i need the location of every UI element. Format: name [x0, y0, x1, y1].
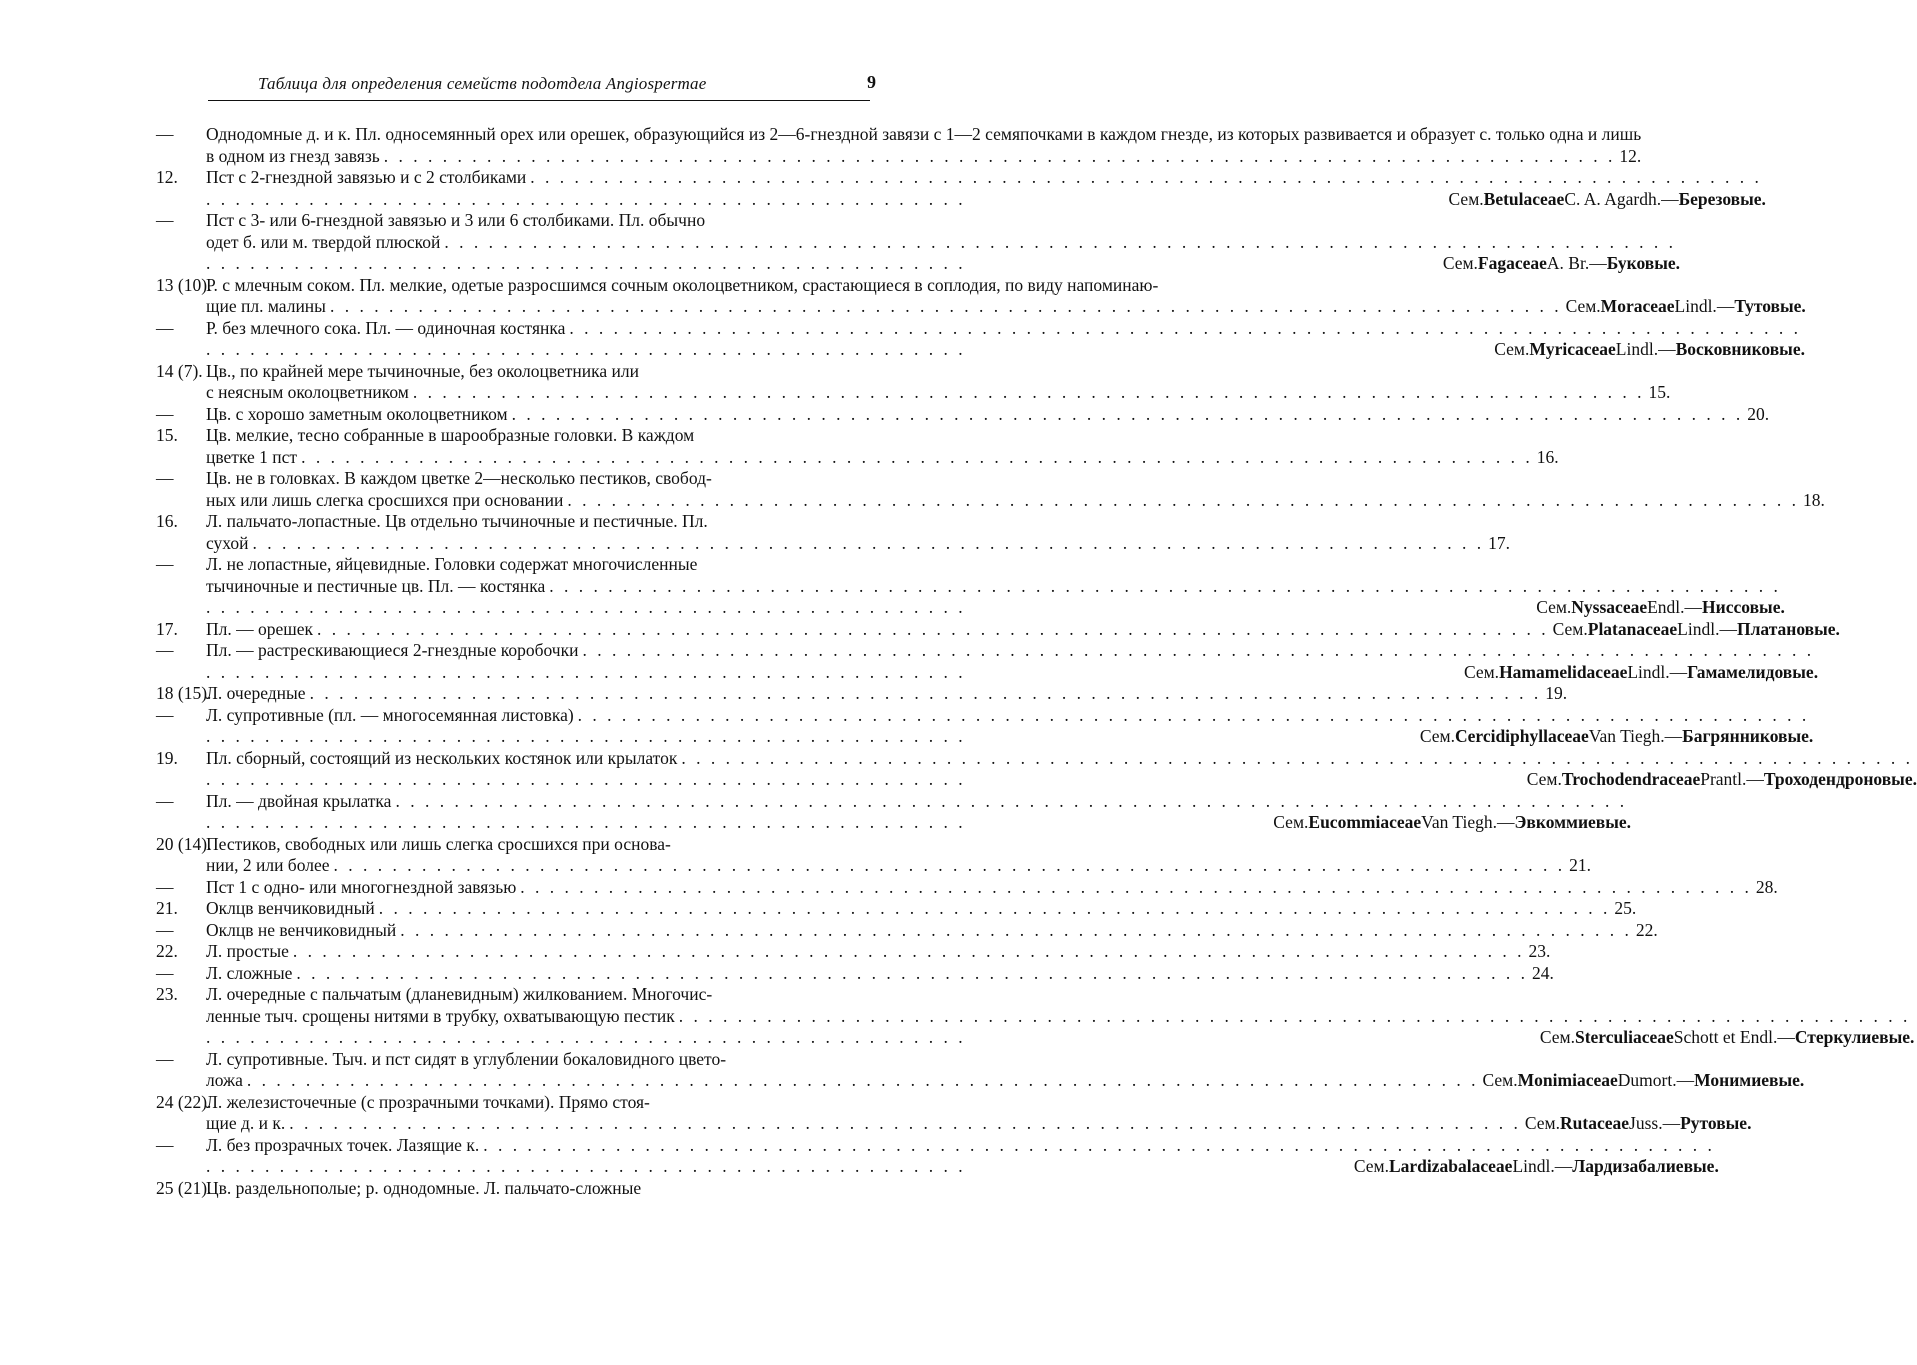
key-entry — [150, 984, 1915, 1049]
family-sem: Сем. — [1419, 726, 1455, 746]
family-latin-name: Myricaceae — [1529, 339, 1616, 359]
family-sem: Сем. — [1536, 597, 1572, 617]
entry-lead-line — [206, 404, 1769, 426]
family-latin-name: Moraceae — [1600, 296, 1675, 316]
family-latin-name: Rutaceae — [1560, 1113, 1630, 1133]
family-russian-name: Буковые. — [1606, 253, 1681, 273]
entry-reference: 20. — [1747, 403, 1770, 424]
entry-number: — — [156, 704, 174, 725]
entry-lead-text: цветке 1 пст — [206, 446, 298, 467]
entry-text — [206, 1178, 872, 1200]
family-author: Endl. — [1647, 597, 1685, 617]
entry-lead-text: в одном из гнезд завязь — [206, 145, 380, 166]
family-russian-name: Багрянниковые. — [1682, 726, 1814, 746]
entry-number: — — [156, 790, 174, 811]
entry-lead-line — [206, 898, 1636, 920]
entry-lead-text: щие пл. малины — [206, 296, 326, 316]
entry-lead-text: Л. без прозрачных точек. Лазящие к. — [206, 1134, 480, 1155]
dot-leader — [206, 812, 1273, 834]
entry-lead-text: ленные тыч. срощены нитями в трубку, охватывающую пестик — [206, 1005, 675, 1026]
family-latin-name: Sterculiaceae — [1574, 1027, 1674, 1047]
entry-lead-text: Л. сложные — [206, 962, 293, 983]
family-author: A. Br. — [1546, 253, 1590, 273]
family-author: Lindl. — [1674, 296, 1717, 316]
entry-text — [206, 898, 1636, 920]
key-entry — [150, 511, 1510, 554]
key-entry — [150, 468, 1825, 511]
header-title: Таблица для определения семейств подотдела Angiospermae — [258, 74, 707, 93]
family-russian-name: Монимиевые. — [1694, 1070, 1805, 1090]
key-entry — [150, 876, 1778, 899]
dot-leader — [444, 232, 1676, 254]
entry-lead-line — [206, 1070, 1804, 1092]
entry-text — [206, 984, 1914, 1049]
entry-number: 13 (10). — [156, 274, 212, 295]
family-dash: — — [1662, 1113, 1681, 1133]
family-russian-name: Восковниковые. — [1675, 339, 1805, 359]
identification-key — [150, 124, 1917, 1199]
family-author: Lindl. — [1615, 339, 1659, 359]
entry-lead-line — [206, 296, 1806, 318]
entry-lead-line — [206, 705, 1813, 727]
dot-leader — [567, 490, 1799, 512]
dot-leader — [379, 898, 1611, 920]
key-entry — [150, 898, 1637, 920]
entry-number: — — [156, 317, 174, 338]
family-sem: Сем. — [1539, 1027, 1575, 1047]
family-dash: — — [1589, 253, 1607, 273]
entry-reference: 17. — [1488, 532, 1510, 553]
entry-line: Р. с млечным соком. Пл. мелкие, одетые разросшимся сочным околоцветником, срастающиеся в соплодия, по виду напоминаю- — [206, 274, 1159, 295]
family-line — [206, 189, 1766, 211]
entry-reference: 18. — [1803, 489, 1825, 510]
key-entry — [150, 618, 1840, 641]
entry-line: Цв. мелкие, тесно собранные в шарообразные головки. В каждом — [206, 425, 695, 445]
key-entry — [150, 317, 1805, 361]
family-dash: — — [1554, 1156, 1573, 1176]
family-author: Van Tiegh. — [1588, 726, 1665, 746]
dot-leader — [681, 748, 1913, 770]
entry-text — [206, 318, 1805, 361]
entry-text — [206, 1049, 1804, 1092]
entry-number: 24 (22). — [156, 1091, 212, 1112]
entry-lead-text: Л. простые — [206, 941, 289, 961]
entry-line: Л. железисточечные (с прозрачными точками). Прямо стоя- — [206, 1091, 650, 1112]
entry-lead-line — [206, 1113, 1751, 1135]
key-entry — [150, 124, 1642, 167]
family-russian-name: Ниссовые. — [1702, 597, 1785, 617]
key-entry — [150, 274, 1806, 318]
entry-number: 12. — [156, 167, 178, 187]
family-russian-name: Эвкоммиевые. — [1514, 812, 1632, 832]
running-header — [208, 72, 876, 101]
entry-number: — — [156, 962, 174, 983]
entry-number: — — [156, 210, 174, 230]
entry-text — [206, 404, 1769, 426]
key-entry — [150, 360, 1671, 404]
entry-text — [206, 834, 1591, 877]
family-russian-name: Березовые. — [1678, 188, 1766, 209]
key-entry — [150, 1091, 1752, 1135]
entry-reference: 16. — [1536, 446, 1559, 467]
entry-lead-line — [206, 318, 1805, 340]
family-russian-name: Гамамелидовые. — [1687, 661, 1819, 682]
family-author: Prantl. — [1700, 769, 1747, 789]
entry-lead-text: Пл. — орешек — [206, 618, 314, 639]
family-sem: Сем. — [1463, 661, 1500, 682]
entry-lead-line — [206, 855, 1591, 877]
entry-text — [206, 1092, 1751, 1135]
dot-leader — [578, 705, 1810, 727]
entry-text — [206, 791, 1631, 834]
dot-leader — [384, 146, 1616, 168]
key-entry — [150, 1178, 872, 1200]
family-dash: — — [1716, 296, 1735, 316]
dot-leader — [247, 1070, 1479, 1092]
dot-leader — [206, 189, 1449, 211]
family-latin-name: Fagaceae — [1477, 253, 1547, 273]
key-entry — [150, 919, 1658, 942]
entry-lead-text: Цв. с хорошо заметным околоцветником — [206, 403, 508, 424]
entry-number: — — [156, 554, 174, 574]
dot-leader — [296, 963, 1528, 985]
dot-leader — [400, 920, 1632, 942]
family-sem: Сем. — [1273, 812, 1309, 832]
family-sem: Сем. — [1442, 253, 1478, 273]
key-entry — [150, 833, 1591, 877]
key-entry — [150, 167, 1766, 210]
family-dash: — — [1719, 618, 1737, 639]
dot-leader — [206, 339, 1494, 361]
entry-lead-line — [206, 1006, 1914, 1028]
family-russian-name: Платановые. — [1736, 618, 1840, 639]
entry-lead-line — [206, 490, 1825, 512]
entry-line: Пст с 3- или 6-гнездной завязью и 3 или 6 столбиками. Пл. обычно — [206, 210, 706, 230]
family-dash: — — [1676, 1070, 1695, 1090]
key-entry — [150, 1048, 1805, 1092]
entry-lead-line — [206, 533, 1510, 555]
entry-lead-line — [206, 576, 1785, 598]
family-line — [206, 339, 1805, 361]
entry-line: Цв. раздельнополые; р. однодомные. Л. пальчато-сложные — [206, 1177, 642, 1198]
entry-reference: 21. — [1569, 855, 1591, 875]
family-dash: — — [1664, 726, 1683, 746]
dot-leader — [317, 619, 1549, 641]
entry-text — [206, 619, 1840, 641]
entry-reference: 28. — [1755, 876, 1778, 897]
dot-leader — [206, 662, 1464, 684]
entry-lead-text: Л. очередные — [206, 683, 306, 703]
entry-number: — — [156, 403, 174, 424]
entry-lead-text: тычиночные и пестичные цв. Пл. — костянка — [206, 575, 546, 596]
family-latin-name: Eucommiaceae — [1308, 812, 1422, 832]
family-author: Juss. — [1629, 1113, 1663, 1133]
family-latin-name: Monimiaceae — [1517, 1070, 1618, 1090]
entry-number: — — [156, 919, 174, 940]
entry-lead-line — [206, 447, 1559, 469]
family-sem: Сем. — [1353, 1156, 1389, 1176]
dot-leader — [483, 1135, 1715, 1157]
entry-line: Л. супротивные. Тыч. и пст сидят в углублении бокаловидного цвето- — [206, 1048, 727, 1069]
entry-text — [206, 167, 1766, 210]
entry-number: — — [156, 124, 174, 144]
entry-lead-line — [206, 683, 1567, 705]
family-line — [206, 1027, 1914, 1049]
entry-line: Однодомные д. и к. Пл. односемянный орех или орешек, образующийся из 2—6-гнездной завязи с 1—2 семяпочками в каждом гнезде, из которых развивается и образует с. только одна и лишь — [206, 124, 1642, 144]
family-author: C. A. Agardh. — [1564, 188, 1662, 209]
entry-line: Цв. не в головках. В каждом цветке 2—несколько пестиков, свобод- — [206, 468, 712, 488]
entry-number: 14 (7). — [156, 360, 203, 381]
entry-reference: 22. — [1635, 919, 1658, 940]
entry-number: — — [156, 468, 174, 488]
entry-text — [206, 640, 1818, 683]
family-sem: Сем. — [1524, 1113, 1560, 1133]
dot-leader — [334, 855, 1566, 877]
entry-number: — — [156, 876, 174, 897]
key-entry — [150, 962, 1554, 985]
family-author: Dumort. — [1617, 1070, 1677, 1090]
key-entry — [150, 683, 1568, 705]
entry-number: 16. — [156, 511, 178, 531]
entry-text — [206, 210, 1680, 275]
entry-number: 17. — [156, 618, 178, 639]
family-russian-name: Рутовые. — [1680, 1113, 1752, 1133]
family-author: Lindl. — [1627, 661, 1670, 682]
dot-leader — [206, 726, 1420, 748]
entry-number: — — [156, 1134, 174, 1155]
key-entry — [150, 403, 1770, 426]
entry-reference: 24. — [1532, 962, 1554, 983]
entry-lead-line — [206, 791, 1631, 813]
dot-leader — [206, 769, 1527, 791]
entry-text — [206, 275, 1806, 318]
key-entry — [150, 704, 1814, 748]
entry-reference: 23. — [1528, 941, 1551, 961]
entry-number: — — [156, 640, 174, 660]
dot-leader — [206, 1027, 1540, 1049]
family-latin-name: Trochodendraceae — [1561, 769, 1701, 789]
family-russian-name: Тутовые. — [1734, 296, 1806, 316]
dot-leader — [530, 167, 1762, 189]
dot-leader — [549, 576, 1781, 598]
key-entry — [150, 1134, 1719, 1178]
entry-lead-line — [206, 167, 1766, 189]
key-entry — [150, 790, 1632, 834]
entry-lead-text: Пл. — двойная крылатка — [206, 790, 392, 811]
entry-text — [206, 877, 1778, 899]
entry-lead-text: нии, 2 или более — [206, 855, 330, 875]
entry-number: 20 (14). — [156, 833, 212, 854]
entry-lead-text: щие д. и к. — [206, 1113, 286, 1133]
entry-lead-line — [206, 382, 1670, 404]
family-author: Van Tiegh. — [1421, 812, 1498, 832]
entry-line: Л. пальчато-лопастные. Цв отдельно тычиночные и пестичные. Пл. — [206, 511, 708, 531]
family-dash: — — [1777, 1027, 1795, 1047]
entry-number: 15. — [156, 425, 178, 445]
family-line — [206, 1156, 1719, 1178]
dot-leader — [301, 447, 1533, 469]
dot-leader — [395, 791, 1627, 813]
entry-text — [206, 748, 1917, 791]
entry-number: 18 (15). — [156, 683, 212, 703]
dot-leader — [206, 597, 1536, 619]
dot-leader — [520, 877, 1752, 899]
entry-text — [206, 425, 1559, 468]
entry-text — [206, 683, 1567, 705]
dot-leader — [413, 382, 1645, 404]
family-sem: Сем. — [1552, 618, 1588, 639]
entry-lead-line — [206, 963, 1554, 985]
family-sem: Сем. — [1448, 188, 1484, 209]
dot-leader — [679, 1006, 1911, 1028]
family-dash: — — [1658, 339, 1676, 359]
family-line — [206, 662, 1818, 684]
entry-lead-text: Р. без млечного сока. Пл. — одиночная костянка — [206, 317, 566, 338]
family-dash: — — [1497, 812, 1515, 832]
entry-number: 25 (21). — [156, 1177, 212, 1198]
family-dash: — — [1661, 188, 1679, 209]
entry-text — [206, 511, 1510, 554]
entry-lead-text: Пл. сборный, состоящий из нескольких костянок или крылаток — [206, 747, 678, 768]
family-russian-name: Троходендроновые. — [1763, 769, 1917, 789]
entry-number: 22. — [156, 941, 178, 961]
family-sem: Сем. — [1526, 769, 1562, 789]
entry-lead-text: Оклцв не венчиковидный — [206, 919, 397, 940]
family-dash: — — [1669, 661, 1688, 682]
dot-leader — [310, 683, 1542, 705]
entry-line: Л. очередные с пальчатым (дланевидным) жилкованием. Многочис- — [206, 984, 713, 1004]
dot-leader — [569, 318, 1801, 340]
entry-lead-line — [206, 1135, 1719, 1157]
family-russian-name: Лардизабалиевые. — [1572, 1156, 1719, 1176]
dot-leader — [512, 404, 1744, 426]
family-latin-name: Lardizabalaceae — [1388, 1156, 1513, 1176]
entry-line: Цв., по крайней мере тычиночные, без околоцветника или — [206, 360, 640, 381]
entry-number: 19. — [156, 747, 178, 768]
entry-text — [206, 920, 1658, 942]
key-entry — [150, 425, 1559, 468]
entry-lead-text: Пст 1 с одно- или многогнездной завязью — [206, 876, 517, 897]
family-line — [206, 726, 1813, 748]
key-entry — [150, 640, 1819, 683]
entry-lead-text: одет б. или м. твердой плюской — [206, 231, 441, 252]
page-number: 9 — [867, 72, 876, 92]
family-line — [206, 253, 1680, 275]
family-author: Lindl. — [1512, 1156, 1555, 1176]
family-latin-name: Platanaceae — [1587, 618, 1678, 639]
family-sem: Сем. — [1565, 296, 1601, 316]
entry-lead-line — [206, 748, 1917, 770]
entry-lead-line — [206, 640, 1818, 662]
family-latin-name: Nyssaceae — [1571, 597, 1648, 617]
family-sem: Сем. — [1482, 1070, 1518, 1090]
entry-number: — — [156, 1048, 174, 1069]
entry-text — [206, 705, 1813, 748]
dot-leader — [206, 253, 1443, 275]
dot-leader — [253, 533, 1485, 555]
entry-text — [206, 1135, 1719, 1178]
entry-line: Пестиков, свободных или лишь слегка сросшихся при основа- — [206, 833, 671, 854]
family-line — [206, 812, 1631, 834]
dot-leader — [582, 640, 1814, 662]
entry-lead-text: Л. супротивные (пл. — многосемянная листовка) — [206, 704, 574, 725]
entry-lead-text: ных или лишь слегка сросшихся при основании — [206, 489, 564, 510]
entry-text — [206, 361, 1670, 404]
entry-reference: 12. — [1619, 145, 1642, 166]
entry-lead-line — [206, 146, 1641, 168]
dot-leader — [289, 1113, 1521, 1135]
entry-lead-text: Пст с 2-гнездной завязью и с 2 столбиками — [206, 167, 527, 187]
key-entry — [150, 941, 1551, 963]
family-dash: — — [1684, 597, 1703, 617]
entry-lead-line — [206, 877, 1778, 899]
family-russian-name: Стеркулиевые. — [1794, 1027, 1915, 1047]
entry-lead-text: с неясным околоцветником — [206, 382, 409, 402]
entry-reference: 25. — [1614, 898, 1637, 918]
key-entry — [150, 554, 1785, 619]
family-latin-name: Cercidiphyllaceae — [1454, 726, 1589, 746]
entry-reference: 15. — [1648, 382, 1671, 402]
entry-lead-line — [206, 920, 1658, 942]
dot-leader — [293, 941, 1525, 963]
entry-text — [206, 941, 1550, 963]
dot-leader — [206, 1156, 1354, 1178]
key-entry — [150, 747, 1917, 791]
entry-lead-text: Пл. — растрескивающиеся 2-гнездные коробочки — [206, 640, 579, 660]
family-dash: — — [1746, 769, 1764, 789]
entry-lead-text: сухой — [206, 532, 249, 553]
entry-text — [206, 124, 1641, 167]
family-sem: Сем. — [1494, 339, 1530, 359]
key-entry — [150, 210, 1681, 275]
entry-text — [206, 963, 1554, 985]
family-line — [206, 597, 1785, 619]
family-author: Schott et Endl. — [1673, 1027, 1778, 1047]
entry-number: 23. — [156, 984, 178, 1004]
family-latin-name: Betulaceae — [1483, 188, 1565, 209]
entry-number: 21. — [156, 898, 178, 918]
entry-lead-text: Оклцв венчиковидный — [206, 898, 375, 918]
family-line — [206, 769, 1917, 791]
dot-leader — [330, 296, 1562, 318]
entry-lead-text: ложа — [206, 1070, 243, 1090]
entry-lead-line — [206, 232, 1680, 254]
entry-text — [206, 554, 1785, 619]
entry-lead-line — [206, 941, 1550, 963]
family-latin-name: Hamamelidaceae — [1499, 661, 1628, 682]
entry-text — [206, 468, 1825, 511]
entry-line: Л. не лопастные, яйцевидные. Головки содержат многочисленные — [206, 554, 698, 574]
family-author: Lindl. — [1677, 618, 1720, 639]
entry-reference: 19. — [1545, 683, 1568, 703]
entry-lead-line — [206, 619, 1840, 641]
